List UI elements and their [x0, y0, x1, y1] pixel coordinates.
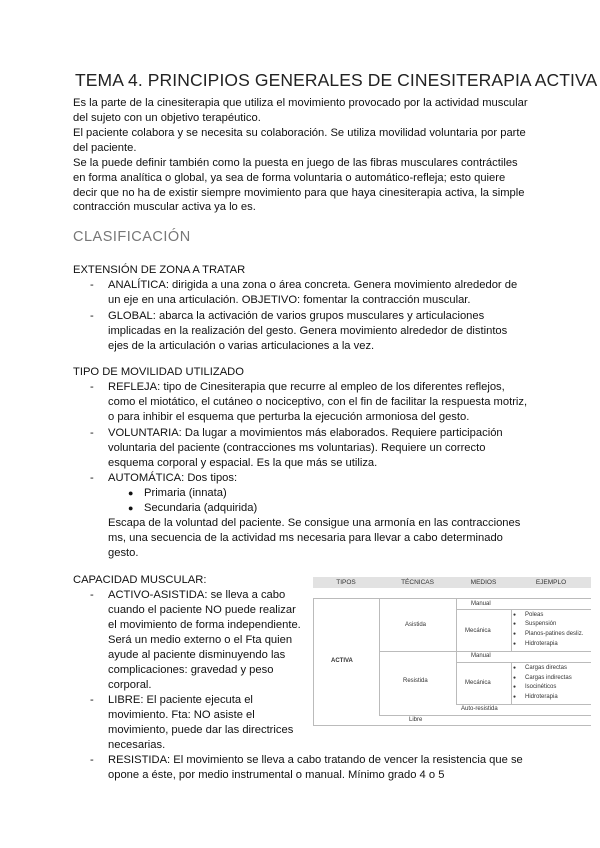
- table-rule: [456, 609, 591, 610]
- intro-line: Es la parte de la cinesiterapia que utiliza el movimiento provocado por la actividad muscular: [73, 97, 528, 109]
- list-item-line: movimiento, puede dar las directrices: [108, 724, 294, 736]
- subsection-heading: TIPO DE MOVILIDAD UTILIZADO: [73, 366, 244, 378]
- subsection-heading: CAPACIDAD MUSCULAR:: [73, 574, 207, 586]
- table-rule: [379, 715, 591, 716]
- table-cell-medio: Manual: [471, 653, 491, 659]
- table-cell-medio: Auto-resistida: [461, 706, 498, 712]
- intro-line: decir que no ha de existir siempre movimiento para que haya cinesiterapia activa, la simple: [73, 187, 525, 199]
- table-header-cell: EJEMPLO: [535, 579, 567, 586]
- table-rule: [379, 598, 380, 715]
- list-dash: -: [90, 472, 94, 484]
- bullet-icon: ●: [513, 641, 517, 647]
- subsection-heading: EXTENSIÓN DE ZONA A TRATAR: [73, 264, 246, 276]
- page-title: TEMA 4. PRINCIPIOS GENERALES DE CINESITERAPIA ACTIVA: [75, 70, 598, 90]
- list-item-line: ejes de la articulación o varias articulaciones a la vez.: [108, 340, 375, 352]
- list-item-line: gesto.: [108, 547, 139, 559]
- table-cell-ejemplo: Cargas directas: [525, 665, 568, 671]
- list-dash: -: [90, 381, 94, 393]
- bullet-icon: ●: [513, 694, 517, 700]
- table-header-cell: TÉCNICAS: [401, 579, 434, 586]
- table-cell-ejemplo: Hidroterapia: [525, 694, 558, 700]
- table-rule: [313, 598, 591, 599]
- list-item-line: necesarias.: [108, 739, 166, 751]
- list-item-line: Escapa de la voluntad del paciente. Se consigue una armonía en las contracciones: [108, 517, 521, 529]
- list-dash: -: [90, 279, 94, 291]
- table-cell-tipo: ACTIVA: [331, 658, 353, 664]
- table-rule: [456, 704, 591, 705]
- sub-list-item: Primaria (innata): [144, 487, 227, 499]
- table-rule: [379, 651, 591, 652]
- table-rule: [313, 598, 314, 725]
- intro-line: El paciente colabora y se necesita su colaboración. Se utiliza movilidad voluntaria por parte: [73, 127, 526, 139]
- list-item-line: un eje en una articulación. OBJETIVO: fomentar la contracción muscular.: [108, 294, 471, 306]
- table-cell-ejemplo: Suspensión: [525, 621, 557, 627]
- list-item-line: VOLUNTARIA: Da lugar a movimientos más elaborados. Requiere participación: [108, 427, 503, 439]
- table-cell-ejemplo: Cargas indirectas: [525, 675, 572, 681]
- cinesiterapia-table: [313, 577, 591, 725]
- list-dash: -: [90, 589, 94, 601]
- list-dash: -: [90, 694, 94, 706]
- list-dash: -: [90, 754, 94, 766]
- intro-line: contracción muscular activa ya lo es.: [73, 201, 256, 213]
- list-item-line: el movimiento de forma independiente.: [108, 619, 301, 631]
- bullet-icon: ●: [513, 631, 517, 637]
- list-item-line: ANALÍTICA: dirigida a una zona o área concreta. Genera movimiento alrededor de: [108, 279, 518, 291]
- table-rule: [511, 609, 512, 651]
- table-cell-tecnica: Asistida: [405, 622, 427, 628]
- table-cell-medio: Mecánica: [465, 628, 491, 634]
- bullet-icon: ●: [128, 503, 134, 513]
- intro-line: en forma analítica o global, ya sea de forma voluntaria o automático-refleja; esto quiere: [73, 172, 506, 184]
- bullet-icon: ●: [513, 665, 517, 671]
- table-cell-medio: Mecánica: [465, 680, 491, 686]
- list-item-line: REFLEJA: tipo de Cinesiterapia que recurre al empleo de los diferentes reflejos,: [108, 381, 505, 393]
- table-cell-ejemplo: Planos-patines desliz.: [525, 631, 584, 637]
- list-item-line: opone a éste, por medio instrumental o manual. Mínimo grado 4 o 5: [108, 769, 445, 781]
- list-dash: -: [90, 310, 94, 322]
- bullet-icon: ●: [513, 621, 517, 627]
- table-cell-ejemplo: Isocinéticos: [525, 684, 557, 690]
- bullet-icon: ●: [513, 612, 517, 618]
- list-item-line: movimiento. Fta: NO asiste el: [108, 709, 255, 721]
- list-item-line: como el miotático, el cutáneo o nociceptivo, con el fin de facilitar la respuesta motriz,: [108, 396, 528, 408]
- list-item-line: Será un medio externo o el Fta quien: [108, 634, 293, 646]
- bullet-icon: ●: [513, 684, 517, 690]
- sub-list-item: Secundaria (adquirida): [144, 502, 258, 514]
- list-item-line: ACTIVO-ASISTIDA: se lleva a cabo: [108, 589, 286, 601]
- table-cell-tecnica: Libre: [409, 717, 423, 723]
- list-item-line: ayude al paciente disminuyendo las: [108, 649, 286, 661]
- list-item-line: LIBRE: El paciente ejecuta el: [108, 694, 253, 706]
- bullet-icon: ●: [128, 488, 134, 498]
- table-header-cell: TIPOS: [336, 579, 356, 586]
- table-header-cell: MEDIOS: [470, 579, 497, 586]
- list-item-line: complicaciones: gravedad y peso: [108, 664, 274, 676]
- list-item-line: corporal.: [108, 679, 152, 691]
- list-item-line: ms, una secuencia de la actividad ms necesaria para llevar a cabo determinado: [108, 532, 503, 544]
- list-item-line: esquema corporal y espacial. Es la que más se utiliza.: [108, 457, 378, 469]
- list-item-line: implicadas en la realización del gesto. Genera movimiento alrededor de distintos: [108, 325, 508, 337]
- intro-line: Se la puede definir también como la puesta en juego de las fibras musculares contráctiles: [73, 157, 518, 169]
- list-item-line: voluntaria del paciente (contracciones ms voluntarias). Requiere un correcto: [108, 442, 486, 454]
- section-heading-clasificacion: CLASIFICACIÓN: [73, 229, 191, 245]
- table-cell-medio: Manual: [471, 601, 491, 607]
- table-rule: [313, 725, 591, 726]
- list-item-line: AUTOMÁTICA: Dos tipos:: [108, 472, 238, 484]
- intro-line: del paciente.: [73, 142, 137, 154]
- intro-line: del sujeto con un objetivo terapéutico.: [73, 112, 261, 124]
- table-rule: [456, 662, 591, 663]
- list-item-line: GLOBAL: abarca la activación de varios grupos musculares y articulaciones: [108, 310, 485, 322]
- table-rule: [511, 662, 512, 704]
- table-header-row: [313, 577, 591, 588]
- list-item-line: o para inhibir el esquema que perturba la ejecución armoniosa del gesto.: [108, 411, 470, 423]
- table-cell-ejemplo: Poleas: [525, 612, 544, 618]
- table-cell-ejemplo: Hidroterapia: [525, 641, 558, 647]
- bullet-icon: ●: [513, 675, 517, 681]
- table-cell-tecnica: Resistida: [403, 678, 428, 684]
- list-item-line: cuando el paciente NO puede realizar: [108, 604, 296, 616]
- list-dash: -: [90, 427, 94, 439]
- list-item-line: RESISTIDA: El movimiento se lleva a cabo tratando de vencer la resistencia que se: [108, 754, 523, 766]
